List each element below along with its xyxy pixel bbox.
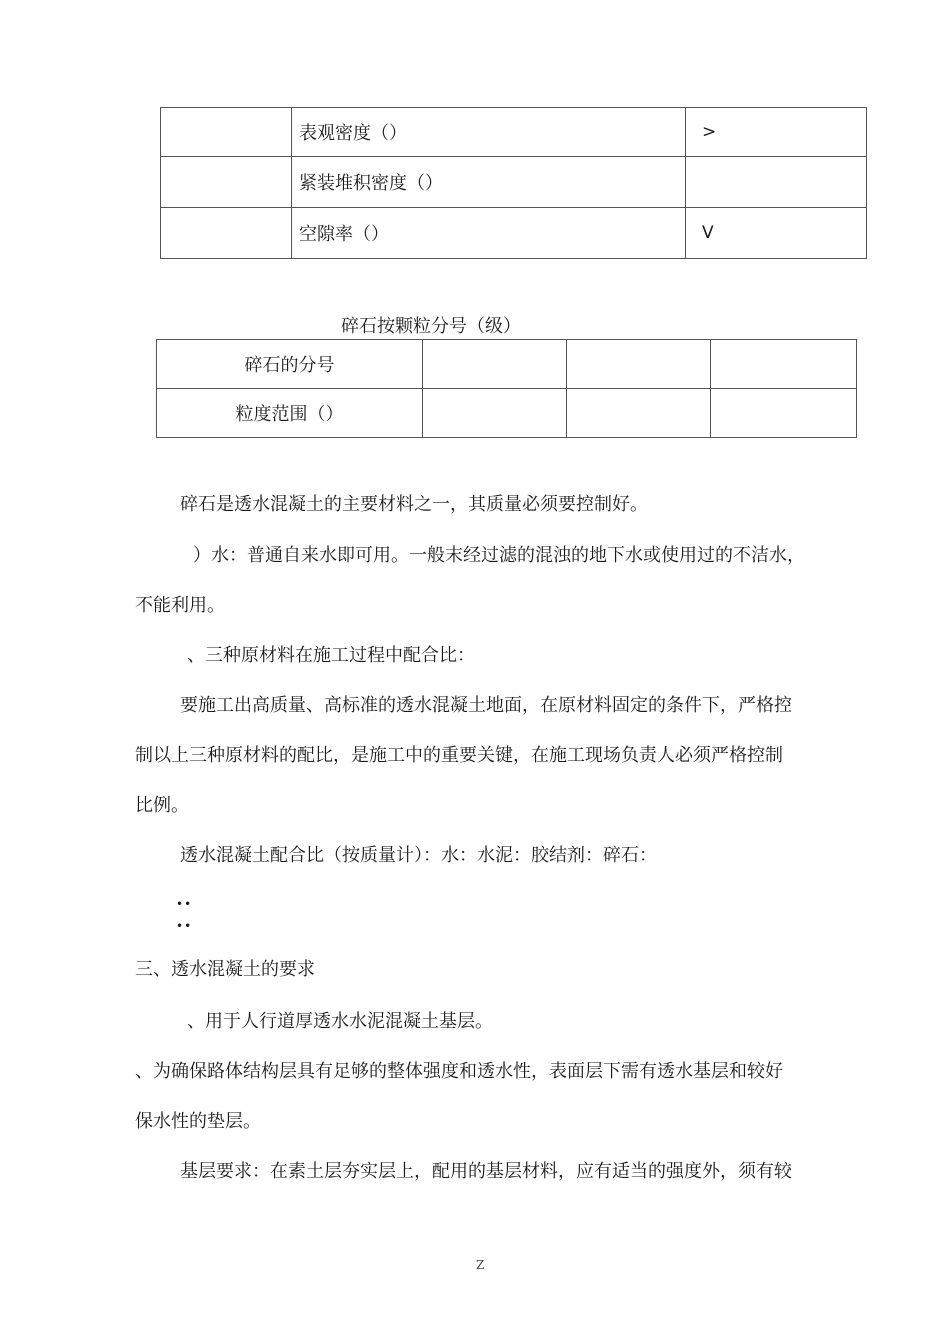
table-row xyxy=(161,108,867,157)
table-cell xyxy=(711,389,857,438)
table-row xyxy=(157,340,857,389)
table-cell: 紧装堆积密度（） xyxy=(292,157,686,208)
table-cell xyxy=(161,108,292,157)
table-cell xyxy=(711,340,857,389)
table-cell xyxy=(423,389,567,438)
table-cell: 碎石的分号 xyxy=(157,340,423,389)
paragraph: 基层要求：在素土层夯实层上，配用的基层材料，应有适当的强度外，须有较 xyxy=(180,1161,792,1182)
table-row xyxy=(161,208,867,259)
paragraph: 碎石是透水混凝土的主要材料之一，其质量必须要控制好。 xyxy=(180,494,648,515)
table-cell xyxy=(161,157,292,208)
table-row xyxy=(161,157,867,208)
table-row xyxy=(157,389,857,438)
bullet-marks: •• xyxy=(176,919,193,933)
paragraph: ）水：普通自来水即可用。一般末经过滤的混浊的地下水或使用过的不洁水， xyxy=(193,545,805,566)
page-number: Z xyxy=(476,1258,485,1272)
gravel-grading-table xyxy=(156,339,857,438)
section-heading: 、三种原材料在施工过程中配合比： xyxy=(187,645,475,666)
table-cell xyxy=(423,340,567,389)
aggregate-properties-table xyxy=(160,107,867,259)
table-cell xyxy=(567,389,711,438)
table-caption: 碎石按颗粒分号（级） xyxy=(341,316,521,337)
bullet-marks: •• xyxy=(176,897,193,911)
table-cell xyxy=(567,340,711,389)
paragraph: 制以上三种原材料的配比，是施工中的重要关键，在施工现场负责人必须严格控制 xyxy=(135,745,783,766)
paragraph: 要施工出高质量、高标准的透水混凝土地面，在原材料固定的条件下，严格控 xyxy=(180,695,792,716)
table-cell: 粒度范围（） xyxy=(157,389,423,438)
table-cell: 空隙率（） xyxy=(292,208,686,259)
table-cell xyxy=(161,208,292,259)
table-cell xyxy=(686,157,867,208)
paragraph: 透水混凝土配合比（按质量计）：水：水泥：胶结剂：碎石： xyxy=(180,845,657,866)
paragraph: 不能利用。 xyxy=(135,595,225,616)
paragraph: 保水性的垫层。 xyxy=(135,1111,261,1132)
paragraph: 比例。 xyxy=(135,795,189,816)
table-cell: > xyxy=(686,108,867,157)
paragraph: 、用于人行道厚透水水泥混凝土基层。 xyxy=(187,1011,493,1032)
table-cell: 表观密度（） xyxy=(292,108,686,157)
table-cell: V xyxy=(686,208,867,259)
paragraph: 、为确保路体结构层具有足够的整体强度和透水性，表面层下需有透水基层和较好 xyxy=(135,1061,783,1082)
section-heading: 三、透水混凝土的要求 xyxy=(135,959,315,980)
